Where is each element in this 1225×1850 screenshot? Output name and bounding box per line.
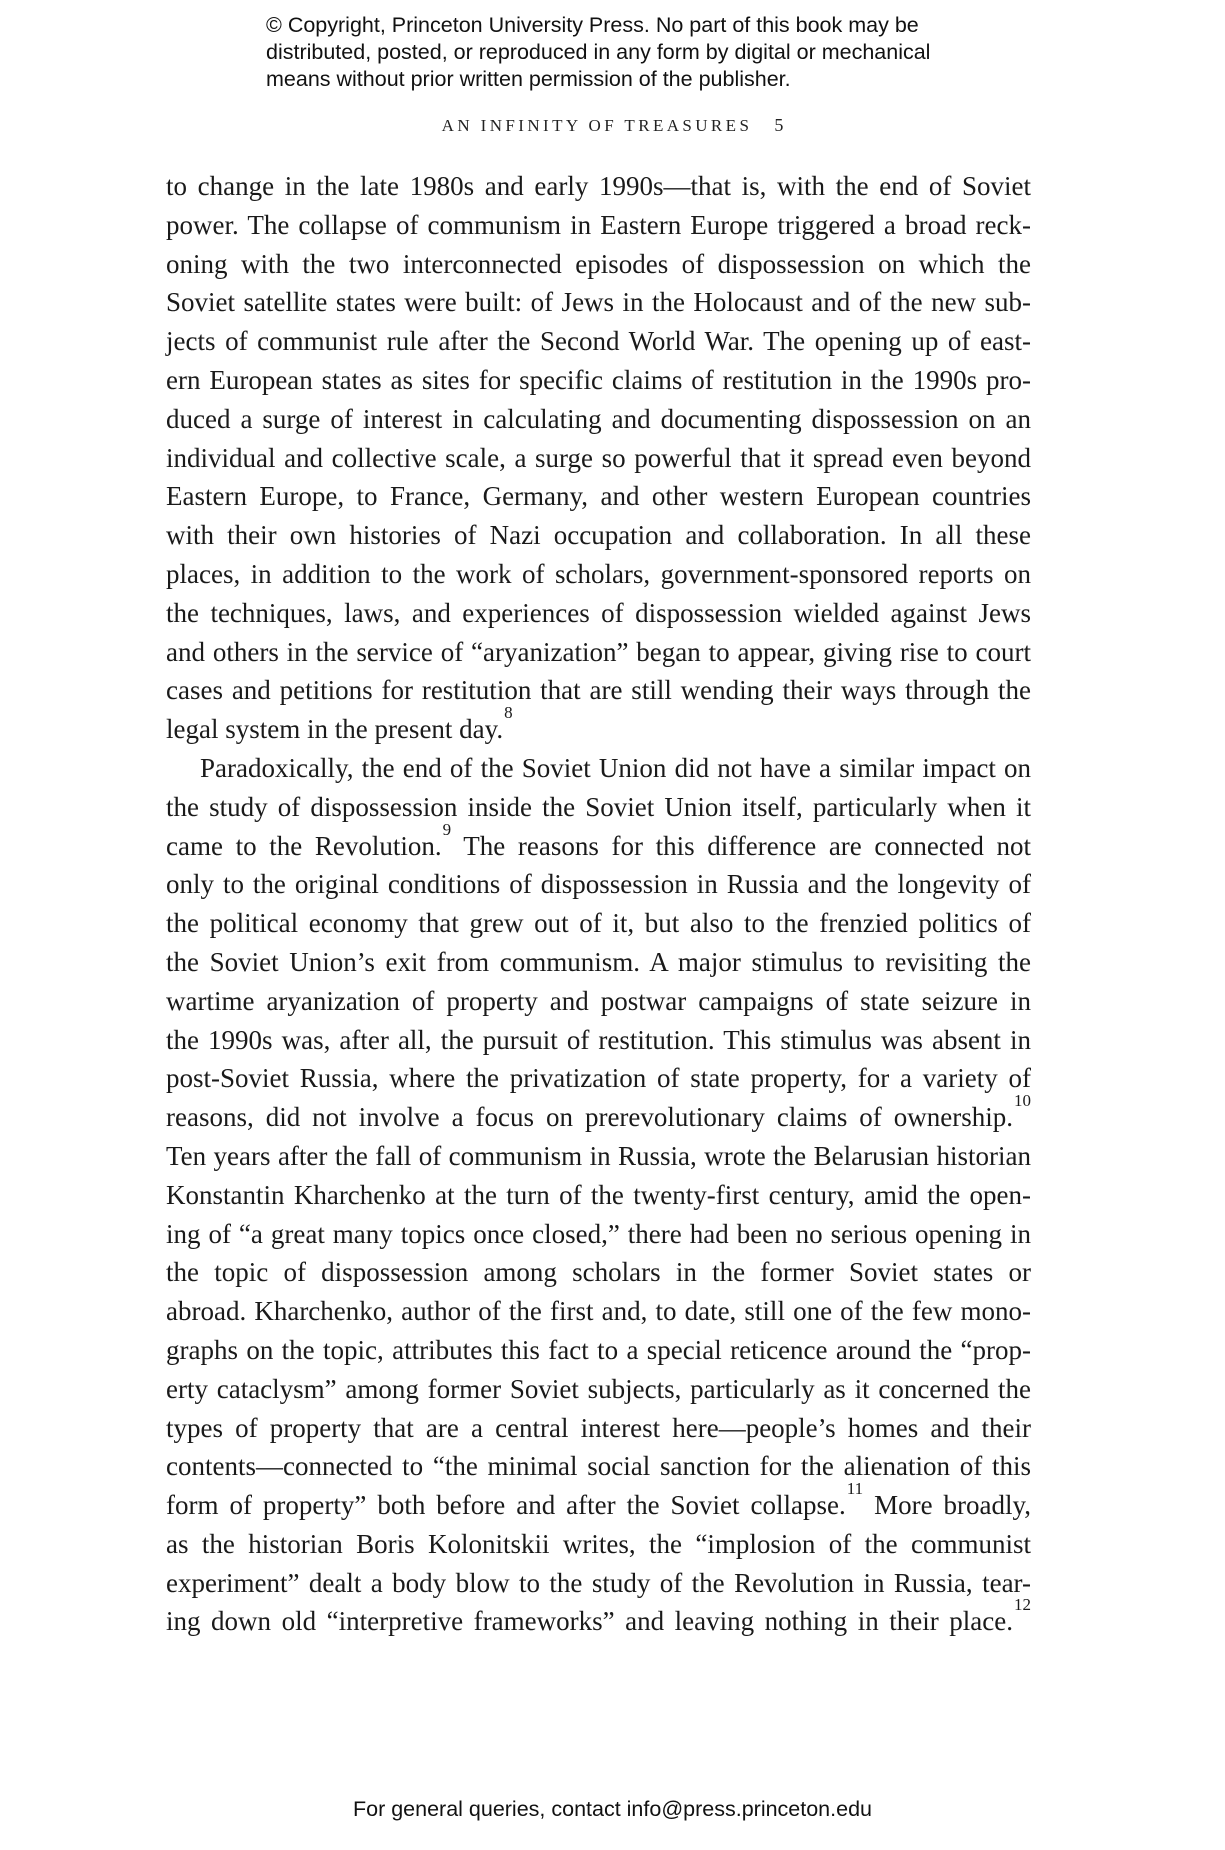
text-line: abroad. Kharchenko, author of the first and, to date, still one of the few mono-: [166, 1296, 1031, 1327]
text-line: oning with the two interconnected episodes of dispossession on which the: [166, 248, 1031, 279]
text-line: [166, 1479, 1031, 1525]
text-line: Soviet satellite states were built: of Jews in the Holocaust and of the new sub-: [166, 287, 1031, 318]
text-line: Konstantin Kharchenko at the turn of the twenty-first century, amid the open-: [166, 1179, 1031, 1210]
footnote-reference[interactable]: 12: [1014, 1595, 1031, 1615]
running-head-title: AN INFINITY OF TREASURES: [441, 116, 753, 135]
text-line: [166, 1595, 1031, 1641]
text-line: [166, 703, 1031, 749]
copyright-line: distributed, posted, or reproduced in any form by digital or mechanical: [266, 40, 931, 64]
text-line-part: form of property” both before and after the Soviet collapse.: [166, 1490, 846, 1521]
footer-contact: For general queries, contact info@press.princeton.edu: [352, 1797, 872, 1821]
text-line: experiment” dealt a body blow to the study of the Revolution in Russia, tear-: [166, 1567, 1031, 1598]
text-line: Ten years after the fall of communism in Russia, wrote the Belarusian historian: [166, 1140, 1031, 1171]
footnote-reference[interactable]: 8: [504, 703, 513, 723]
text-line: ern European states as sites for specific claims of restitution in the 1990s pro-: [166, 364, 1031, 395]
footnote-reference[interactable]: 10: [1014, 1091, 1031, 1111]
text-line: ing of “a great many topics once closed,” there had been no serious opening in: [166, 1218, 1031, 1249]
text-line-part: ing down old “interpretive frameworks” and leaving nothing in their place.: [166, 1606, 1013, 1637]
text-line: only to the original conditions of dispossession in Russia and the longevity of: [166, 869, 1031, 900]
text-line: and others in the service of “aryanization” began to appear, giving rise to court: [166, 636, 1031, 667]
text-line: individual and collective scale, a surge so powerful that it spread even beyond: [166, 442, 1031, 473]
paragraph-1: [166, 167, 1031, 749]
text-line: the political economy that grew out of it, but also to the frenzied politics of: [166, 908, 1031, 939]
text-line: erty cataclysm” among former Soviet subjects, particularly as it concerned the: [166, 1373, 1031, 1404]
page-number: 5: [774, 115, 784, 135]
text-line-part: More broadly,: [863, 1490, 1031, 1521]
text-line-part: legal system in the present day.: [166, 714, 504, 745]
text-line: contents—connected to “the minimal social sanction for the alienation of this: [166, 1451, 1031, 1482]
text-line: to change in the late 1980s and early 1990s—that is, with the end of Soviet: [166, 171, 1031, 201]
text-line-part: reasons, did not involve a focus on prerevolutionary claims of ownership.: [166, 1102, 1013, 1133]
text-line: the techniques, laws, and experiences of dispossession wielded against Jews: [166, 597, 1031, 628]
text-line: with their own histories of Nazi occupation and collaboration. In all these: [166, 520, 1031, 551]
body-text: [166, 167, 1031, 1641]
text-line: the topic of dispossession among scholars in the former Soviet states or: [166, 1257, 1031, 1288]
text-line: Paradoxically, the end of the Soviet Union did not have a similar impact on: [200, 752, 1031, 783]
text-line: cases and petitions for restitution that are still wending their ways through the: [166, 675, 1031, 706]
text-line: the study of dispossession inside the Soviet Union itself, particularly when it: [166, 791, 1031, 822]
copyright-line: © Copyright, Princeton University Press. No part of this book may be: [266, 13, 919, 37]
paragraph-2: [166, 749, 1031, 1641]
text-line: graphs on the topic, attributes this fact to a special reticence around the “prop-: [166, 1334, 1031, 1365]
text-line: duced a surge of interest in calculating and documenting dispossession on an: [166, 403, 1031, 434]
text-line: places, in addition to the work of scholars, government-sponsored reports on: [166, 558, 1031, 589]
text-line: post-Soviet Russia, where the privatization of state property, for a variety of: [166, 1063, 1031, 1094]
text-line: [166, 819, 1031, 866]
text-line: jects of communist rule after the Second World War. The opening up of east-: [166, 326, 1031, 357]
footnote-reference[interactable]: 9: [442, 819, 452, 839]
copyright-notice: [266, 12, 986, 93]
text-line-part: came to the Revolution.: [166, 830, 442, 861]
text-line: [166, 1091, 1031, 1137]
text-line: as the historian Boris Kolonitskii writes, the “implosion of the communist: [166, 1528, 1031, 1559]
text-line-part: The reasons for this difference are connected not: [451, 830, 1031, 861]
text-line: the 1990s was, after all, the pursuit of restitution. This stimulus was absent in: [166, 1024, 1031, 1055]
footnote-reference[interactable]: 11: [846, 1479, 864, 1499]
text-line: types of property that are a central interest here—people’s homes and their: [166, 1412, 1031, 1443]
copyright-line: means without prior written permission of the publisher.: [266, 67, 791, 91]
text-line: the Soviet Union’s exit from communism. A major stimulus to revisiting the: [166, 946, 1031, 977]
running-head: [0, 115, 1225, 136]
text-line: wartime aryanization of property and postwar campaigns of state seizure in: [166, 985, 1031, 1016]
text-line: Eastern Europe, to France, Germany, and other western European countries: [166, 481, 1031, 512]
text-line: power. The collapse of communism in Eastern Europe triggered a broad reck-: [166, 209, 1031, 240]
